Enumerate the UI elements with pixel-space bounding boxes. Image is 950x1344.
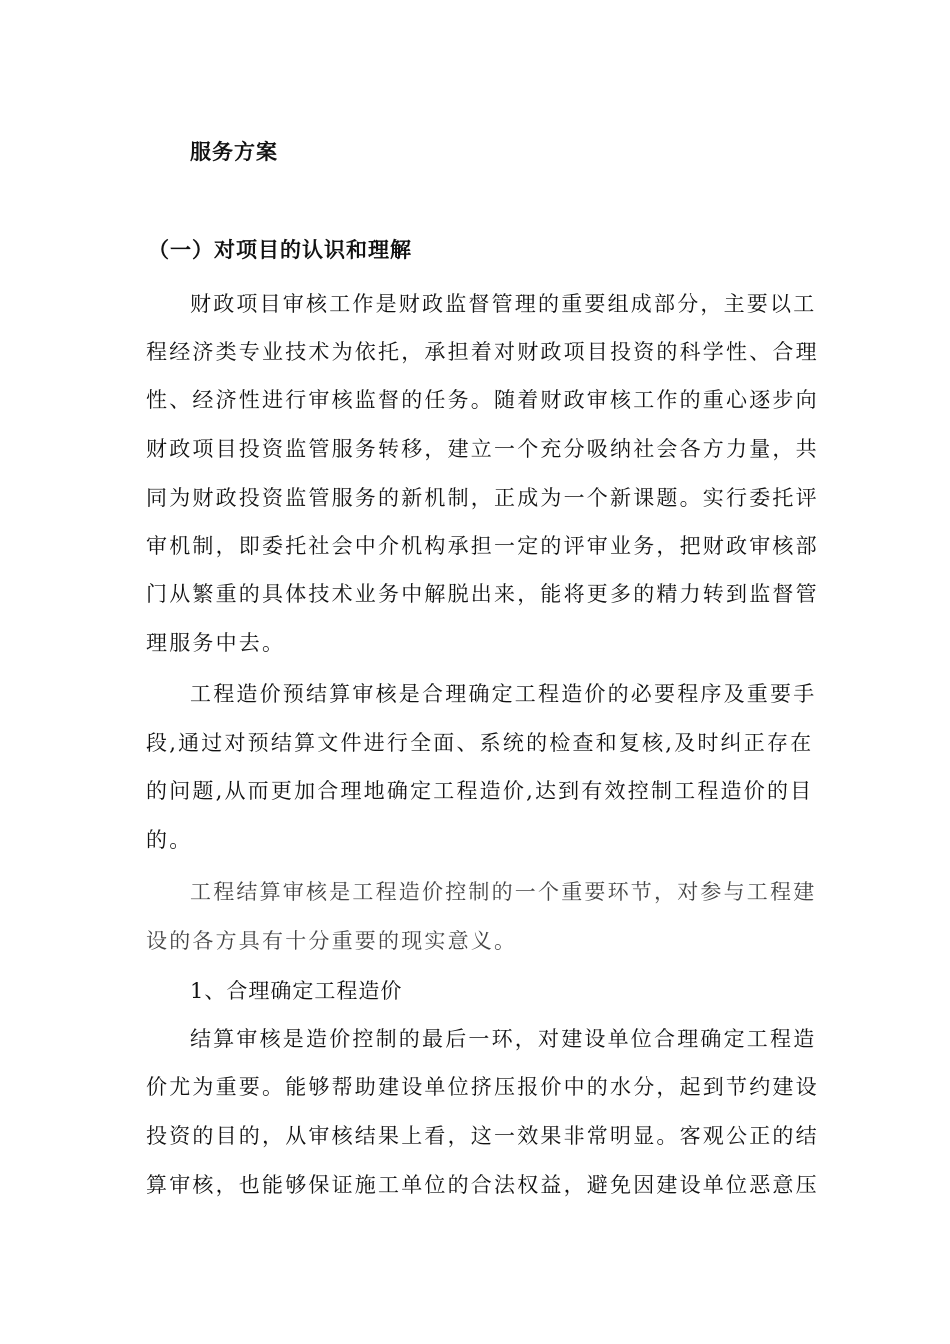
paragraph-line: 算审核，也能够保证施工单位的合法权益，避免因建设单位恶意压	[146, 1173, 819, 1197]
paragraph-line: 财政项目投资监管服务转移，建立一个充分吸纳社会各方力量，共	[146, 437, 819, 461]
paragraph-line: 程经济类专业技术为依托，承担着对财政项目投资的科学性、合理	[146, 340, 819, 364]
paragraph-line: 理服务中去。	[146, 631, 286, 655]
paragraph-line: 投资的目的，从审核结果上看，这一效果非常明显。客观公正的结	[146, 1124, 819, 1148]
paragraph-line: 同为财政投资监管服务的新机制，正成为一个新课题。实行委托评	[146, 486, 819, 510]
section-heading: （一）对项目的认识和理解	[148, 237, 412, 262]
paragraph-line: 的问题,从而更加合理地确定工程造价,达到有效控制工程造价的目	[146, 779, 814, 803]
paragraph-line: 设的各方具有十分重要的现实意义。	[146, 929, 518, 953]
paragraph-line: 工程结算审核是工程造价控制的一个重要环节，对参与工程建	[190, 880, 817, 904]
document-title: 服务方案	[190, 139, 278, 164]
paragraph-line: 段,通过对预结算文件进行全面、系统的检查和复核,及时纠正存在	[146, 731, 814, 755]
paragraph-line: 审机制，即委托社会中介机构承担一定的评审业务，把财政审核部	[146, 534, 819, 558]
subheading: 1、合理确定工程造价	[190, 979, 403, 1003]
paragraph-line: 门从繁重的具体技术业务中解脱出来，能将更多的精力转到监督管	[146, 582, 819, 606]
paragraph-line: 价尤为重要。能够帮助建设单位挤压报价中的水分，起到节约建设	[146, 1075, 819, 1099]
paragraph-line: 结算审核是造价控制的最后一环，对建设单位合理确定工程造	[190, 1027, 817, 1051]
paragraph-line: 财政项目审核工作是财政监督管理的重要组成部分，主要以工	[190, 292, 817, 316]
paragraph-line: 性、经济性进行审核监督的任务。随着财政审核工作的重心逐步向	[146, 388, 819, 412]
paragraph-line: 工程造价预结算审核是合理确定工程造价的必要程序及重要手	[190, 682, 817, 706]
paragraph-line: 的。	[146, 828, 193, 852]
